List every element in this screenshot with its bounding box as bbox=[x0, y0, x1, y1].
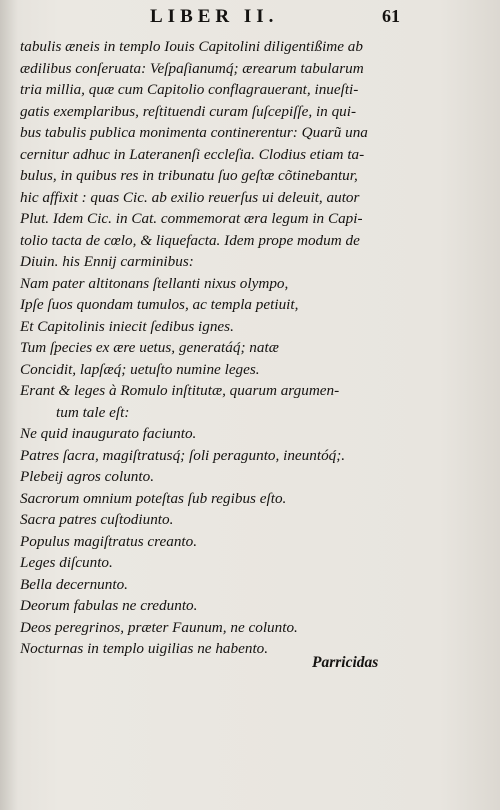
text-line: hic affixit : quas Cic. ab exilio reuerſus ui deleuit, autor bbox=[20, 188, 360, 206]
text-line: ædilibus conſeruata: Veſpaſianumq́; ærearum tabularum bbox=[20, 59, 364, 77]
verse-line: Ipſe ſuos quondam tumulos, ac templa petiuit, bbox=[20, 296, 299, 313]
body-text bbox=[20, 36, 490, 660]
law-line: Bella decernunto. bbox=[20, 575, 128, 593]
verse-line: Nam pater altitonans ſtellanti nixus olympo, bbox=[20, 274, 289, 292]
law-line: Patres ſacra, magiſtratusq́; ſoli peragunto, ineuntóq́;. bbox=[20, 446, 346, 464]
law-line: Plebeij agros colunto. bbox=[20, 468, 154, 485]
text-line: gatis exemplaribus, reſtituendi curam ſuſcepiſſe, in qui- bbox=[20, 102, 357, 120]
text-line: tum tale eſt: bbox=[56, 403, 130, 421]
law-line: Populus magiſtratus creanto. bbox=[20, 532, 198, 550]
law-line: Ne quid inaugurato faciunto. bbox=[20, 425, 197, 442]
verse-line: Tum ſpecies ex ære uetus, generatáq́; natæ bbox=[20, 339, 279, 356]
page-number: 61 bbox=[382, 6, 400, 26]
catchword: Parricidas bbox=[312, 654, 379, 671]
text-line: tabulis æneis in templo Iouis Capitolini diligentißime ab bbox=[20, 38, 363, 55]
verse-line: Concidit, lapſæq́; uetuſto numine leges. bbox=[20, 360, 260, 378]
text-line: Erant & leges à Romulo inſtitutæ, quarum argumen- bbox=[20, 382, 340, 399]
text-line: tolio tacta de cœlo, & liquefacta. Idem prope modum de bbox=[20, 231, 360, 249]
law-line: Deorum fabulas ne credunto. bbox=[20, 597, 198, 614]
verse-line: Et Capitolinis iniecit ſedibus ignes. bbox=[20, 317, 234, 335]
law-line: Nocturnas in templo uigilias ne habento. bbox=[20, 640, 269, 657]
page-header bbox=[0, 6, 500, 36]
law-line: Sacrorum omnium poteſtas ſub regibus eſto. bbox=[20, 489, 287, 507]
text-line: bulus, in quibus res in tribunatu ſuo geſtæ cõtinebantur, bbox=[20, 167, 358, 184]
law-line: Deos peregrinos, præter Faunum, ne colunto. bbox=[20, 618, 298, 636]
running-head: LIBER II. bbox=[150, 6, 279, 27]
text-line: Plut. Idem Cic. in Cat. commemorat æra legum in Capi- bbox=[20, 210, 363, 227]
text-line: bus tabulis publica monimenta continerentur: Quarũ una bbox=[20, 124, 368, 141]
text-line: tria millia, quæ cum Capitolio conflagrauerant, inueſti- bbox=[20, 81, 359, 98]
law-line: Sacra patres cuſtodiunto. bbox=[20, 511, 174, 528]
text-line: Diuin. his Ennij carminibus: bbox=[20, 253, 194, 270]
law-line: Leges diſcunto. bbox=[20, 554, 113, 571]
text-line: cernitur adhuc in Lateranenſi eccleſia. Clodius etiam ta- bbox=[20, 145, 365, 163]
